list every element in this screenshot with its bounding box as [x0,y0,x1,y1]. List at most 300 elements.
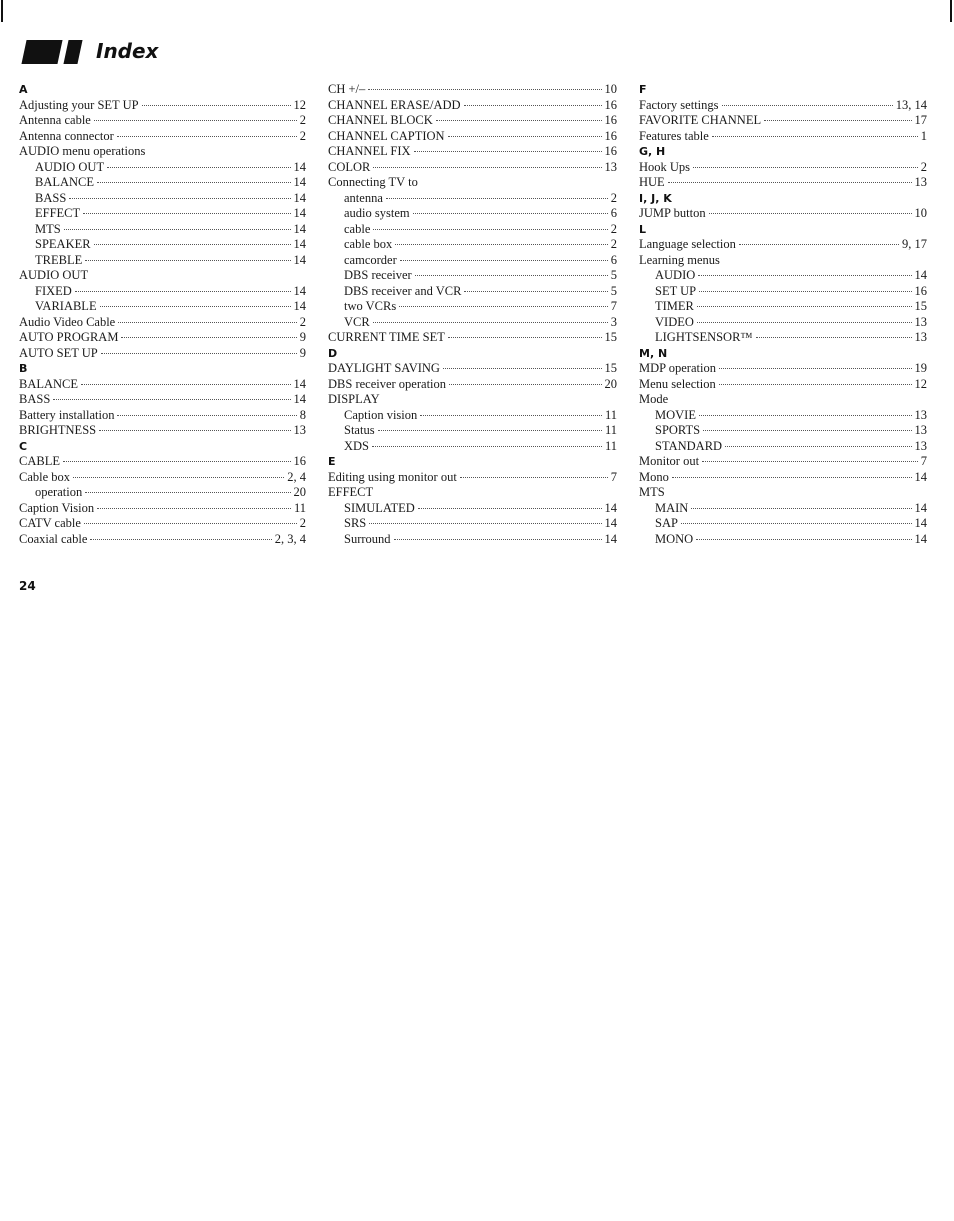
index-page-ref: 14 [293,206,306,220]
index-term: TREBLE [35,252,83,267]
index-term: VARIABLE [35,299,97,313]
index-term: SRS [344,516,367,530]
index-entry [19,470,306,486]
index-page-ref: 17 [914,113,927,127]
dot-leader [702,460,918,462]
index-page-ref: 2 [299,314,306,329]
index-entry [19,129,306,145]
index-term: CHANNEL CAPTION [328,128,445,143]
index-term: DAYLIGHT SAVING [328,361,440,375]
index-entry [328,330,617,346]
dot-leader [97,181,290,183]
dot-leader [99,429,290,431]
index-page-ref: 2 [610,190,617,205]
index-column-2 [328,82,617,547]
index-subentry [328,501,617,517]
index-term: AUTO PROGRAM [19,330,119,344]
index-term: LIGHTSENSOR™ [655,330,753,344]
index-entry [328,175,617,191]
index-page-ref: 14 [914,516,927,530]
index-term: SIMULATED [344,500,415,515]
index-term: BASS [19,392,51,406]
index-term: SPORTS [655,423,701,437]
index-term: CHANNEL ERASE/ADD [328,97,461,112]
dot-leader [75,290,291,292]
index-entry [639,129,927,145]
index-term: AUDIO OUT [35,159,105,174]
index-term: SPEAKER [35,237,91,251]
dot-leader [395,243,608,245]
dot-leader [448,336,602,338]
index-entry [328,485,617,501]
index-page-ref: 10 [604,82,617,96]
index-entry [639,237,927,253]
index-letter-heading: I, J, K [639,191,672,205]
index-term: MONO [655,531,694,546]
index-entry [19,423,306,439]
index-page-ref: 16 [604,144,617,158]
index-entry [328,144,617,160]
index-page-ref: 6 [610,206,617,220]
index-term: Mono [639,469,669,484]
index-term: Language selection [639,237,736,251]
index-subentry [19,222,306,238]
dot-leader [460,476,608,478]
index-page-ref: 9, 17 [902,237,927,251]
index-term: BALANCE [19,376,79,391]
index-subentry [328,237,617,253]
crop-mark-left [1,0,3,22]
index-term: HUE [639,175,665,189]
index-letter-heading: D [328,346,338,360]
index-page-ref: 9 [299,330,306,344]
dot-leader [85,491,290,493]
index-letter-heading: M, N [639,346,668,360]
index-term: STANDARD [655,438,723,453]
dot-leader [117,135,297,137]
dot-leader [681,522,912,524]
index-letter-heading: C [19,439,28,453]
index-subentry [639,501,927,517]
index-entry [19,454,306,470]
index-subentry [19,160,306,176]
index-term: Menu selection [639,376,716,391]
index-term: MAIN [655,500,689,515]
index-term: AUDIO OUT [19,268,89,282]
dot-leader [97,507,291,509]
index-term: Adjusting your SET UP [19,97,139,112]
dot-leader [142,104,291,106]
dot-leader [698,274,911,276]
index-page-ref: 14 [293,376,306,391]
index-term: BALANCE [35,175,95,189]
dot-leader [418,507,602,509]
index-page-ref: 14 [914,268,927,282]
dot-leader [697,321,912,323]
dot-leader [373,166,601,168]
index-subentry [328,516,617,532]
index-page-ref: 16 [604,113,617,127]
index-page-ref: 13 [293,423,306,437]
index-term: AUTO SET UP [19,345,98,360]
dot-leader [369,522,601,524]
index-subentry [19,206,306,222]
index-page-ref: 14 [914,531,927,546]
index-page-ref: 2 [299,516,306,530]
index-page-ref: 12 [293,97,306,112]
crop-mark-right [950,0,952,22]
index-term: SAP [655,516,678,530]
index-page-ref: 14 [604,531,617,546]
index-entry [639,160,927,176]
index-term: XDS [344,438,370,453]
index-page-ref: 20 [604,376,617,391]
index-subentry [19,175,306,191]
index-term: Connecting TV to [328,175,418,189]
index-page-ref: 16 [604,97,617,112]
dot-leader [118,321,297,323]
index-page-ref: 2 [610,237,617,251]
dot-leader [672,476,912,478]
index-term: CURRENT TIME SET [328,330,445,344]
index-page-ref: 12 [914,376,927,391]
dot-leader [94,243,291,245]
index-page-ref: 8 [299,407,306,422]
index-subentry [328,423,617,439]
dot-leader [400,259,608,261]
index-page-ref: 5 [610,268,617,282]
dot-leader [420,414,602,416]
dot-leader [107,166,290,168]
index-term: FAVORITE CHANNEL [639,113,762,127]
index-page-ref: 7 [610,469,617,484]
index-term: Audio Video Cable [19,314,116,329]
index-page-ref: 15 [604,361,617,375]
index-entry [639,98,927,114]
index-page-ref: 7 [920,454,927,468]
dot-leader [368,88,601,90]
dot-leader [703,429,911,431]
index-entry [639,454,927,470]
index-entry [639,377,927,393]
index-term: cable [344,221,371,236]
dot-leader [725,445,911,447]
dot-leader [64,228,291,230]
index-subentry [328,408,617,424]
dot-leader [449,383,601,385]
index-term: Surround [344,531,391,546]
dot-leader [399,305,608,307]
dot-leader [415,274,608,276]
dot-leader [719,383,912,385]
index-term: Cable box [19,469,71,484]
index-page-ref: 14 [293,159,306,174]
dot-leader [117,414,296,416]
index-term: Editing using monitor out [328,469,457,484]
index-page-ref: 16 [914,283,927,298]
index-subentry [639,268,927,284]
index-page-ref: 13 [914,175,927,189]
index-subentry [19,237,306,253]
dot-leader [373,228,607,230]
dot-leader [81,383,290,385]
index-page-ref: 13 [914,330,927,344]
dot-leader [709,212,912,214]
index-term: JUMP button [639,206,706,220]
dot-leader [414,150,602,152]
index-entry [639,206,927,222]
index-subentry [19,191,306,207]
dot-leader [719,367,912,369]
index-entry [19,113,306,129]
index-term: FIXED [35,283,72,298]
index-page-ref: 11 [604,407,617,422]
index-entry [19,346,306,362]
index-page-ref: 13 [914,314,927,329]
dot-leader [100,305,291,307]
index-page-ref: 14 [293,190,306,205]
index-term: MTS [639,485,665,499]
index-page-ref: 2, 4 [287,469,306,484]
index-subentry [639,516,927,532]
index-term: Antenna connector [19,128,114,143]
index-subentry [328,299,617,315]
index-entry [328,377,617,393]
index-page-ref: 14 [604,500,617,515]
index-subentry [19,299,306,315]
index-page-ref: 14 [293,392,306,406]
dot-leader [69,197,290,199]
index-entry [19,516,306,532]
index-subentry [19,284,306,300]
index-page-ref: 14 [293,237,306,251]
index-subentry [328,222,617,238]
index-term: Caption Vision [19,500,95,515]
index-term: DISPLAY [328,392,380,406]
dot-leader [85,259,290,261]
index-page-ref: 2 [610,221,617,236]
index-page-ref: 19 [914,361,927,375]
index-page-ref: 2, 3, 4 [274,531,306,546]
index-page-ref: 7 [610,299,617,313]
index-subentry [639,299,927,315]
index-page-ref: 3 [610,314,617,329]
index-page-ref: 13 [914,438,927,453]
index-subentry [19,253,306,269]
index-term: operation [35,485,83,499]
index-page-ref: 14 [293,299,306,313]
dot-leader [764,119,911,121]
index-subentry [328,191,617,207]
index-term: Caption vision [344,407,418,422]
index-term: Hook Ups [639,159,691,174]
index-page-ref: 2 [299,113,306,127]
section-marker-icon [22,40,92,64]
dot-leader [464,290,607,292]
index-entry [639,253,927,269]
index-page-ref: 14 [293,252,306,267]
index-letter-heading: A [19,83,28,96]
index-subentry [639,532,927,548]
index-page-ref: 14 [293,283,306,298]
index-term: Antenna cable [19,113,91,127]
dot-leader [373,321,608,323]
dot-leader [436,119,602,121]
index-term: two VCRs [344,299,397,313]
index-entry [19,408,306,424]
index-subentry [328,315,617,331]
index-term: AUDIO [655,268,696,282]
index-page-ref: 13, 14 [895,97,927,112]
index-page-ref: 2 [920,159,927,174]
index-entry [19,532,306,548]
index-page-ref: 20 [293,485,306,499]
index-entry [328,129,617,145]
dot-leader [699,414,912,416]
index-entry [639,392,927,408]
index-subentry [328,439,617,455]
dot-leader [693,166,918,168]
index-term: cable box [344,237,393,251]
index-term: Mode [639,392,669,406]
index-term: MTS [35,221,61,236]
index-term: CHANNEL BLOCK [328,113,433,127]
index-page-ref: 1 [920,128,927,143]
dot-leader [722,104,893,106]
index-term: Coaxial cable [19,531,88,546]
index-term: CATV cable [19,516,81,530]
dot-leader [697,305,912,307]
index-letter-heading: G, H [639,145,666,158]
index-entry [19,268,306,284]
dot-leader [53,398,290,400]
index-subentry [639,315,927,331]
index-column-3 [639,82,927,547]
index-page-ref: 14 [293,175,306,189]
index-term: Status [344,423,375,437]
index-page-ref: 10 [914,206,927,220]
index-entry [328,470,617,486]
dot-leader [378,429,602,431]
index-term: Features table [639,128,709,143]
index-term: camcorder [344,252,397,267]
index-subentry [328,268,617,284]
dot-leader [94,119,297,121]
index-subentry [328,532,617,548]
dot-leader [121,336,296,338]
index-term: Monitor out [639,454,700,468]
index-term: BASS [35,190,67,205]
index-page-ref: 15 [914,299,927,313]
index-term: Learning menus [639,252,720,267]
index-entry [639,485,927,501]
index-term: DBS receiver and VCR [344,283,462,298]
index-term: BRIGHTNESS [19,423,97,437]
index-term: CHANNEL FIX [328,144,411,158]
index-entry [639,470,927,486]
index-entry [19,501,306,517]
index-page-ref: 11 [604,438,617,453]
index-subentry [639,439,927,455]
page-title: Index [96,39,159,63]
index-entry [19,144,306,160]
dot-leader [101,352,297,354]
index-letter-heading: L [639,222,647,236]
dot-leader [443,367,602,369]
dot-leader [668,181,912,183]
page-number: 24 [19,579,36,593]
index-page-ref: 15 [604,330,617,344]
index-term: CH +/– [328,82,366,96]
index-entry [328,98,617,114]
dot-leader [448,135,602,137]
index-term: VCR [344,314,370,329]
index-column-1 [19,82,306,547]
index-entry [639,113,927,129]
dot-leader [696,538,911,540]
index-entry [19,377,306,393]
index-entry [328,160,617,176]
index-term: VIDEO [655,314,694,329]
index-entry [19,392,306,408]
index-subentry [328,206,617,222]
index-entry [328,392,617,408]
dot-leader [372,445,602,447]
index-term: DBS receiver [344,268,412,282]
dot-leader [90,538,271,540]
dot-leader [413,212,608,214]
index-entry [639,361,927,377]
index-subentry [639,284,927,300]
index-entry [19,330,306,346]
index-subentry [19,485,306,501]
dot-leader [386,197,608,199]
index-page-ref: 2 [299,128,306,143]
dot-leader [83,212,290,214]
index-page-ref: 14 [914,500,927,515]
index-page-ref: 13 [914,407,927,422]
dot-leader [712,135,918,137]
index-page-ref: 14 [293,221,306,236]
index-term: antenna [344,190,383,205]
index-term: AUDIO menu operations [19,144,146,158]
dot-leader [63,460,291,462]
index-entry [328,113,617,129]
index-term: DBS receiver operation [328,376,447,391]
index-page-ref: 5 [610,283,617,298]
index-entry [19,315,306,331]
index-subentry [639,423,927,439]
dot-leader [394,538,602,540]
index-page-ref: 11 [293,500,306,515]
index-page-ref: 14 [604,516,617,530]
dot-leader [464,104,602,106]
index-subentry [639,330,927,346]
index-page-ref: 6 [610,252,617,267]
dot-leader [84,522,297,524]
index-term: MDP operation [639,361,716,375]
index-page-ref: 11 [604,423,617,437]
index-term: EFFECT [328,485,374,499]
index-entry [328,82,617,98]
dot-leader [756,336,912,338]
index-term: Factory settings [639,97,719,112]
dot-leader [739,243,899,245]
index-subentry [328,284,617,300]
index-page-ref: 13 [604,159,617,174]
index-term: EFFECT [35,206,81,220]
index-term: Battery installation [19,407,115,422]
